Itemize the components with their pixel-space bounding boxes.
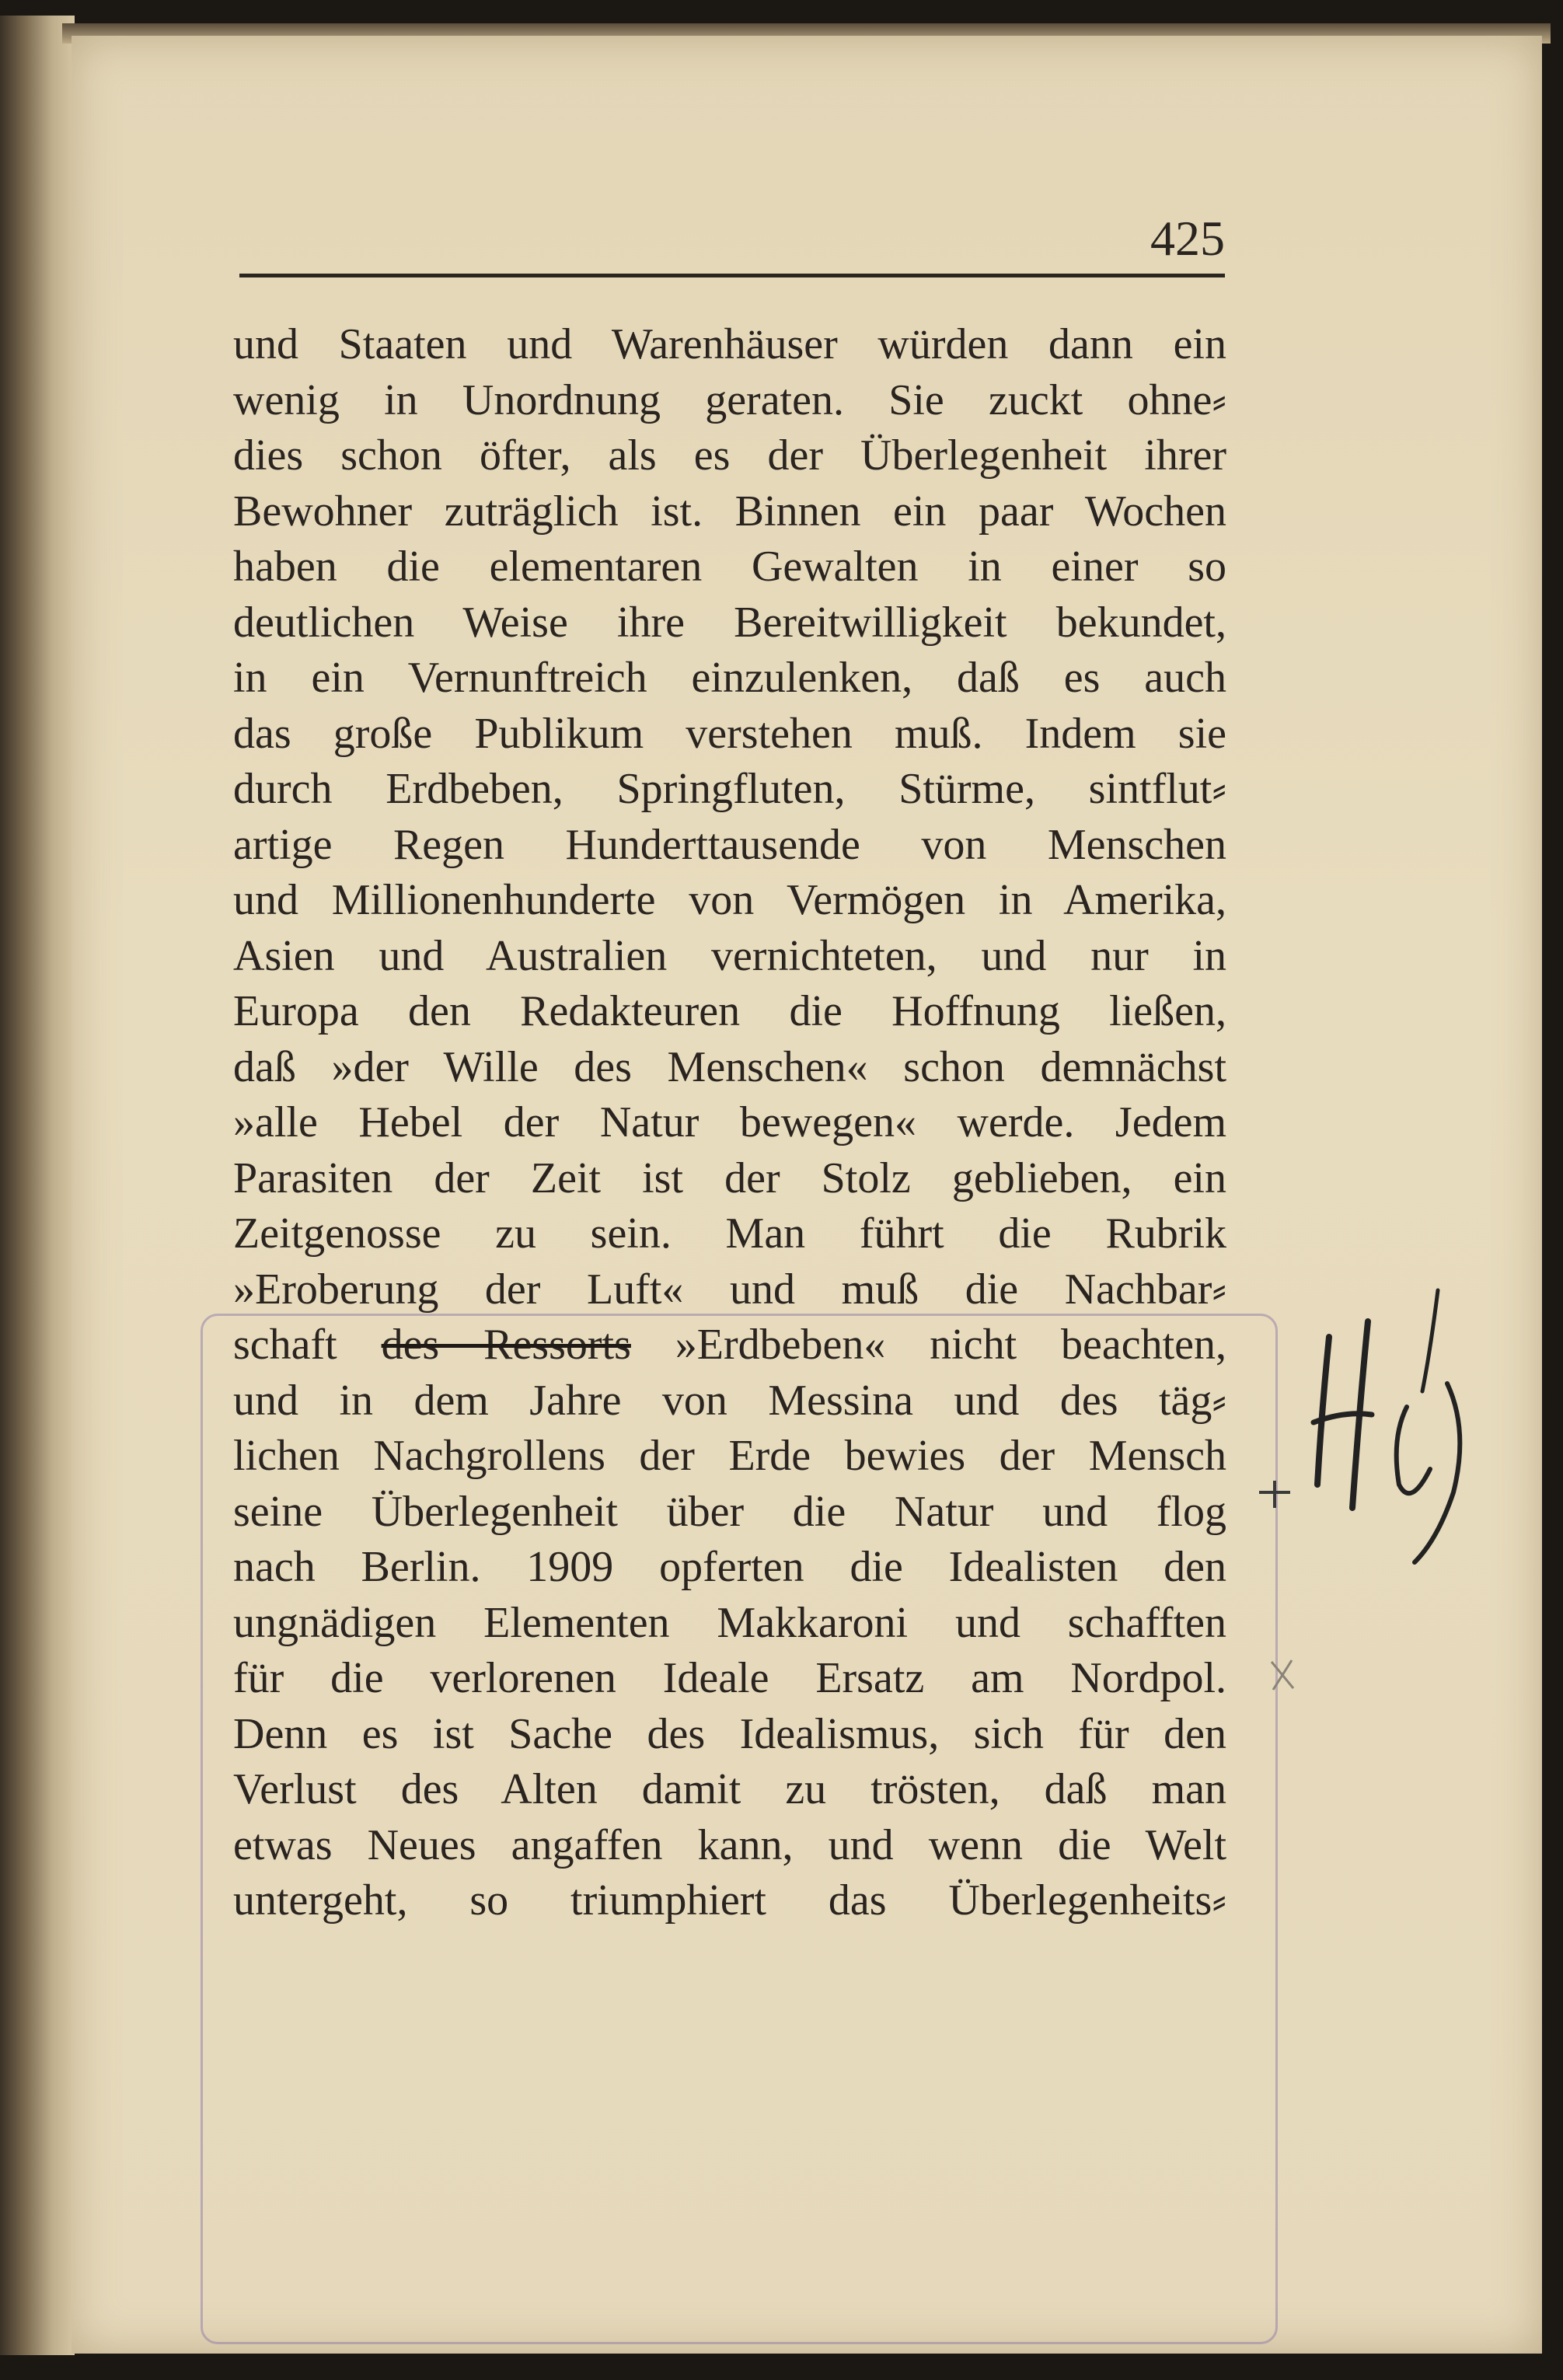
- struck-text-line: [233, 1317, 1226, 1373]
- text-line: artige Regen Hunderttausende von Menschen: [233, 820, 1226, 869]
- struck-out-words: des Ressorts: [381, 1321, 631, 1369]
- text-line: wenig in Unordnung geraten. Sie zuckt ohne⸗: [233, 375, 1226, 424]
- text-line: seine Überlegenheit über die Natur und flog: [233, 1487, 1226, 1536]
- text-line: daß »der Wille des Menschen« schon demnächst: [233, 1042, 1226, 1091]
- text-line: Denn es ist Sache des Idealismus, sich für den: [233, 1709, 1226, 1758]
- page-number: 425: [1150, 211, 1225, 266]
- text-line: für die verlorenen Ideale Ersatz am Nordpol.: [233, 1654, 1226, 1702]
- text-line: durch Erdbeben, Springfluten, Stürme, sintflut⸗: [233, 765, 1226, 813]
- handwritten-margin-note: [1244, 1259, 1492, 1586]
- text-line: ungnädigen Elementen Makkaroni und schafften: [233, 1598, 1226, 1647]
- text-line: in ein Vernunftreich einzulenken, daß es auch: [233, 654, 1226, 702]
- text-line: Verlust des Alten damit zu trösten, daß man: [233, 1765, 1226, 1813]
- text-line: das große Publikum verstehen muß. Indem sie: [233, 709, 1226, 758]
- struck-line-start: schaft: [233, 1321, 382, 1369]
- text-line: Bewohner zuträglich ist. Binnen ein paar Wochen: [233, 487, 1226, 536]
- struck-line-end: »Erdbeben« nicht beachten,: [630, 1321, 1226, 1369]
- text-line: etwas Neues angaffen kann, und wenn die Welt: [233, 1820, 1226, 1869]
- text-line: und Staaten und Warenhäuser würden dann ein: [233, 320, 1226, 368]
- text-line: untergeht, so triumphiert das Überlegenheits⸗: [233, 1876, 1226, 1925]
- text-line: Europa den Redakteuren die Hoffnung ließen,: [233, 987, 1226, 1035]
- header-rule: [239, 274, 1225, 277]
- text-line: und Millionenhunderte von Vermögen in Amerika,: [233, 876, 1226, 924]
- text-line: haben die elementaren Gewalten in einer so: [233, 543, 1226, 591]
- text-line: deutlichen Weise ihre Bereitwilligkeit bekundet,: [233, 598, 1226, 647]
- text-line: lichen Nachgrollens der Erde bewies der Mensch: [233, 1432, 1226, 1480]
- body-text: [233, 317, 1226, 1929]
- text-line: »alle Hebel der Natur bewegen« werde. Jedem: [233, 1098, 1226, 1146]
- text-line: »Eroberung der Luft« und muß die Nachbar⸗: [233, 1265, 1226, 1314]
- text-line: und in dem Jahre von Messina und des täg⸗: [233, 1376, 1226, 1425]
- book-binding: [0, 16, 75, 2355]
- text-line: dies schon öfter, als es der Überlegenheit ihrer: [233, 431, 1226, 480]
- text-line: Asien und Australien vernichteten, und nur in: [233, 931, 1226, 980]
- text-line: Zeitgenosse zu sein. Man führt die Rubrik: [233, 1209, 1226, 1258]
- margin-x-mark: [1267, 1656, 1298, 1694]
- text-line: nach Berlin. 1909 opferten die Idealisten den: [233, 1543, 1226, 1591]
- text-line: Parasiten der Zeit ist der Stolz geblieben, ein: [233, 1153, 1226, 1202]
